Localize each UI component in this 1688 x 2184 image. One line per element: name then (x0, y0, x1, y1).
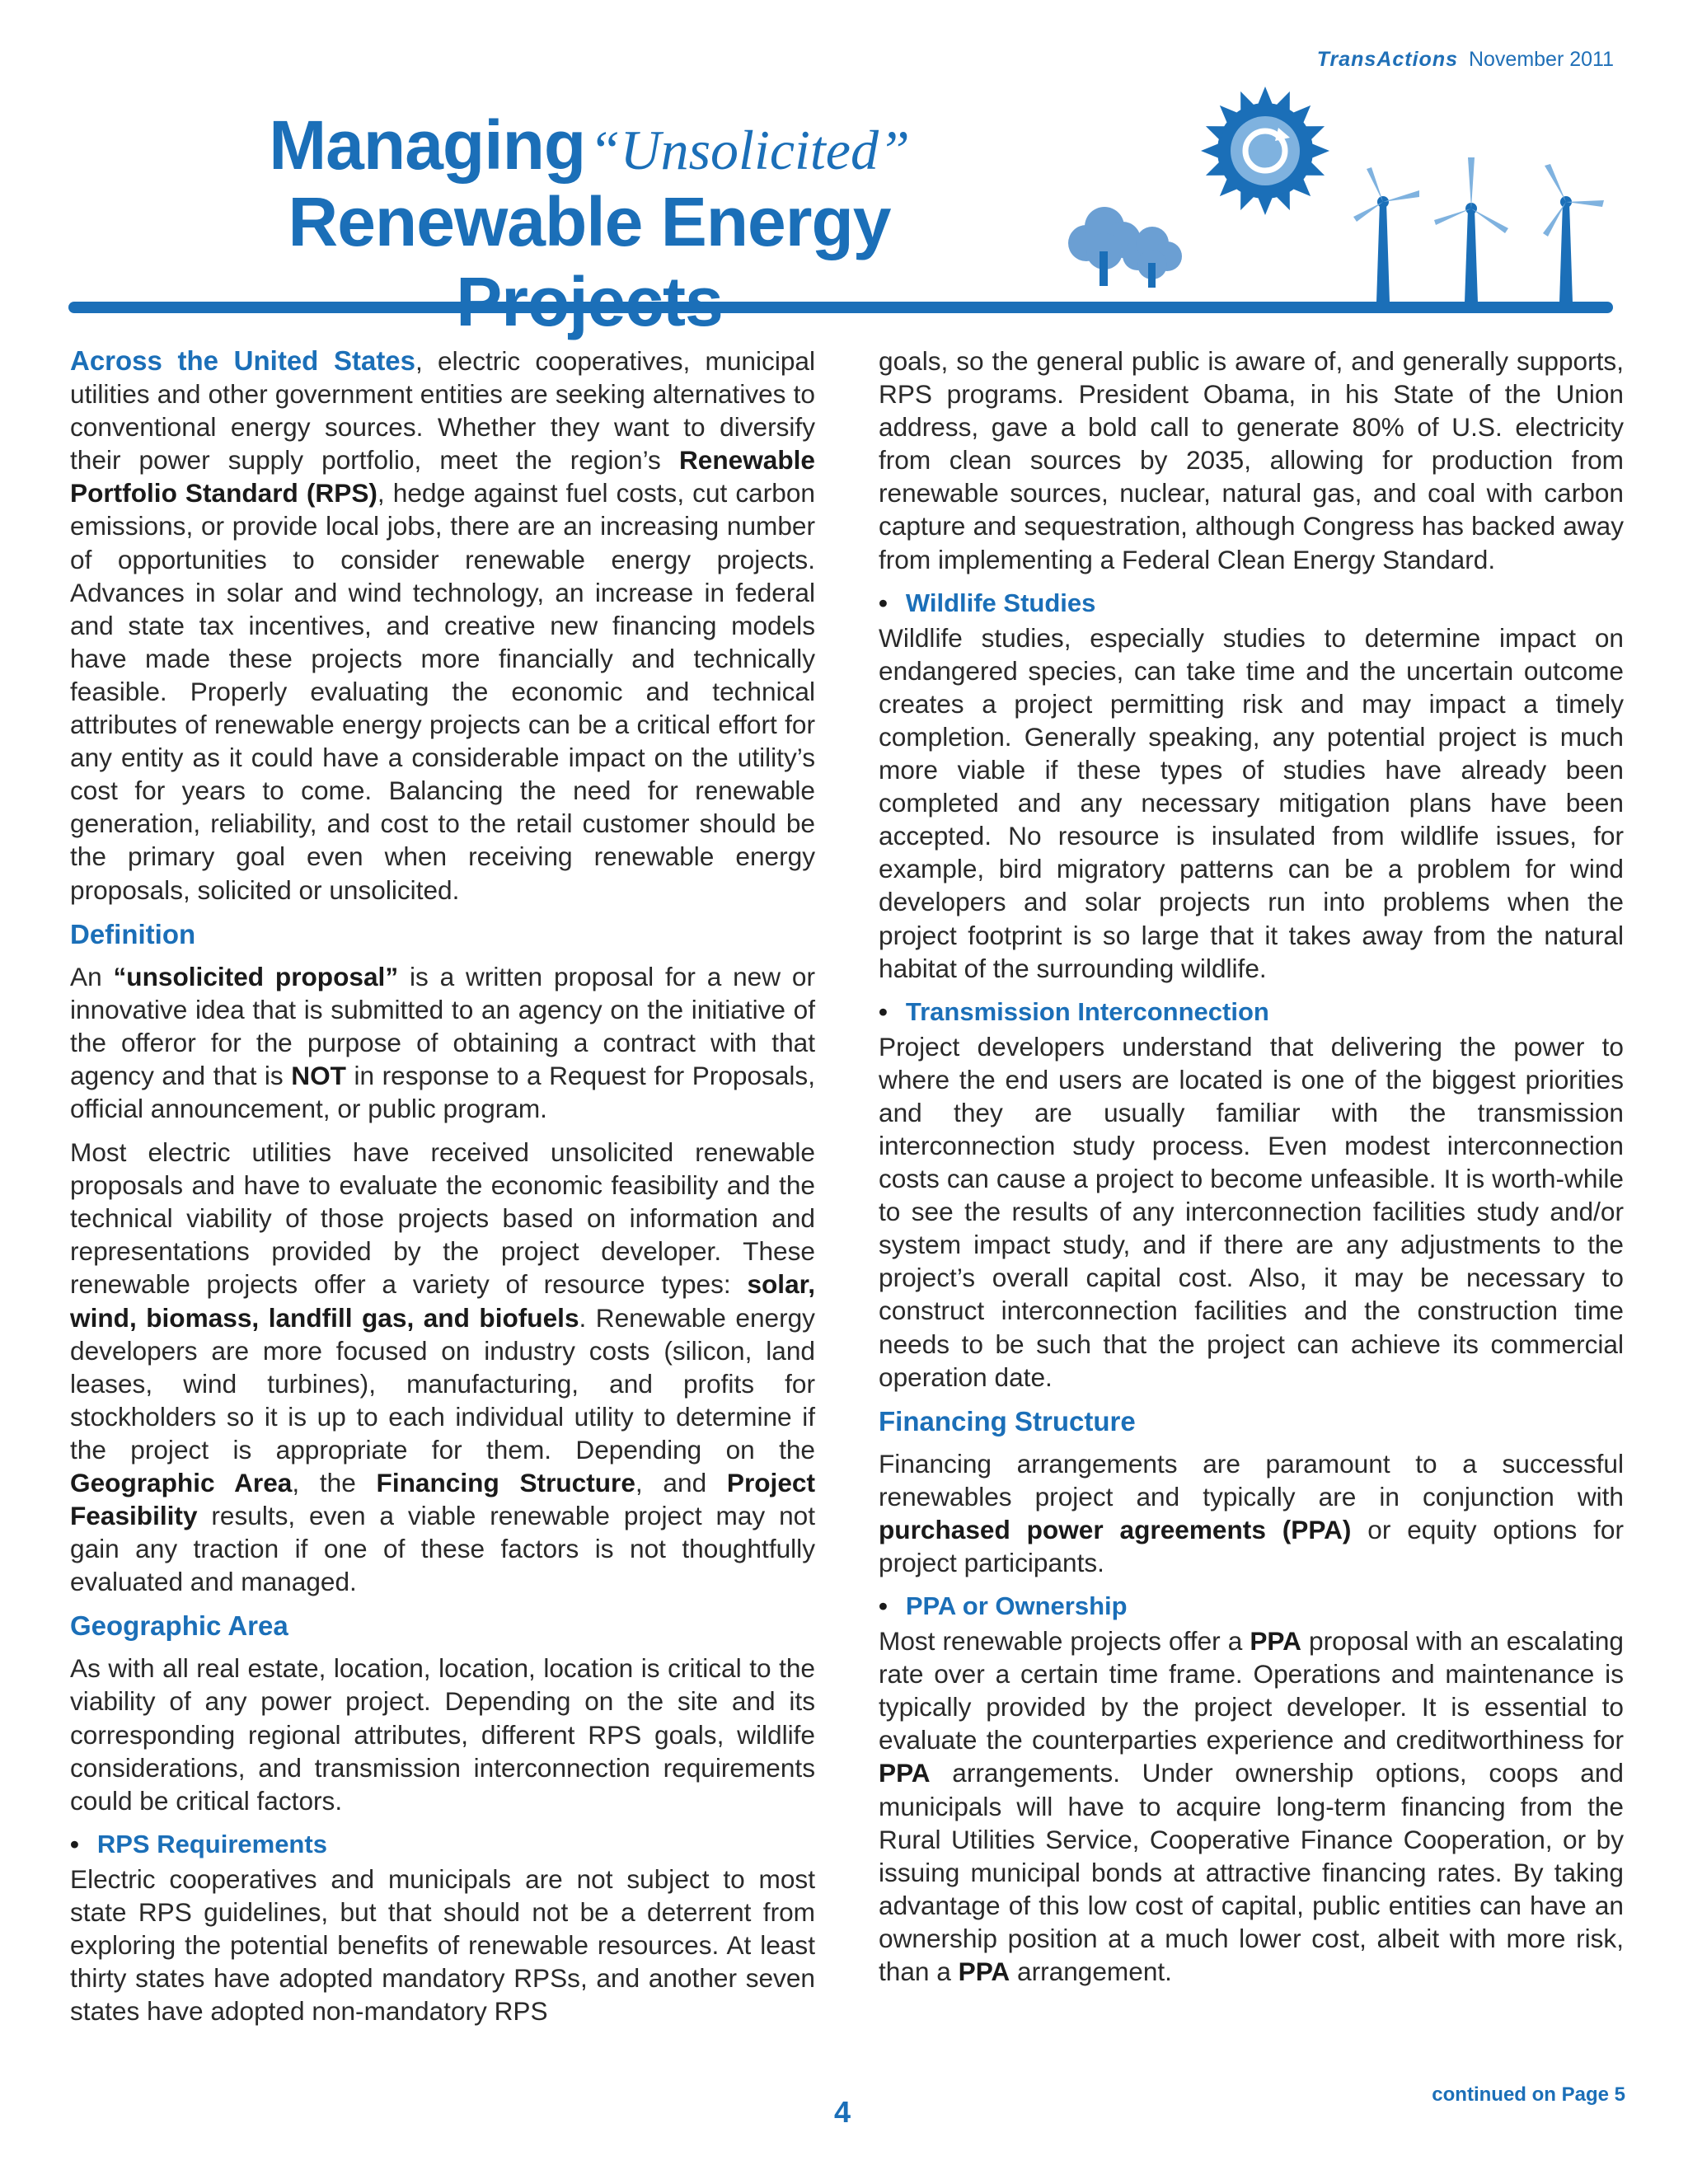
wind-turbine-icon (1543, 164, 1604, 302)
ppa-ownership-paragraph: Most renewable projects offer a PPA proposal with an escalating rate over a certain time frame. Operations and maintenance is typically provided by the project developer. It is essential to evaluate the counterparties experience and creditworthiness for PPA arrangements. Under ownership options, coops and municipals will have to acquire long-term financing from the Rural Utilities Service, Cooperative Finance Cooperation, or by issuing municipal bonds at attractive financing rates. By taking advantage of this low cost of capital, public entities can have an ownership position at a much lower cost, albeit with more risk, than a PPA arrangement. (879, 1626, 1624, 1987)
title-word-unsolicited: “Unsolicited” (588, 119, 910, 181)
trees-icon (1068, 207, 1182, 288)
intro-paragraph: Across the United States, electric cooperatives, municipal utilities and other government entities are seeking alternatives to conventional energy sources. Whether they want to diversify their power supply portfolio, meet the region’s Renewable Portfolio Standard (RPS), hedge against fuel costs, cut carbon emissions, or provide local jobs, there are an increasing number of opportunities to consider renewable energy projects. Advances in solar and wind technology, an increase in federal and state tax incentives, and creative new financing models have made these projects more financially and technically feasible. Properly evaluating the economic and technical attributes of renewable energy projects can be a critical effort for any entity as it could have a considerable impact on the utility’s cost for years to come. Balancing the need for renewable generation, reliability, and cost to the retail customer should be the primary goal even when receiving renewable energy proposals, solicited or unsolicited. (70, 345, 815, 905)
title-word-managing: Managing (269, 106, 586, 184)
issue-date: November 2011 (1468, 48, 1614, 71)
geographic-area-paragraph: As with all real estate, location, location, location is critical to the viability of any power project. Depending on the site and its corresponding regional attributes, different RPS goals, wildlife considerations, and transmission interconnection requirements could be critical factors. (70, 1653, 815, 1816)
definition-heading: Definition (70, 918, 196, 949)
renewable-energy-illustration (1047, 87, 1624, 317)
definition-paragraph: An “unsolicited proposal” is a written proposal for a new or innovative idea that is submitted to an agency on the initiative of the offeror for the purpose of obtaining a contract with that agency and that is NOT in response to a Request for Proposals, official announcement, or public program. (70, 961, 816, 1123)
sun-icon (1201, 87, 1329, 215)
page-number: 4 (834, 2095, 851, 2129)
financing-paragraph: Financing arrangements are paramount to a successful renewables project and typically are in conjunction with purchased power agreements (PPA) or equity options for project participants. (879, 1448, 1624, 1577)
title-divider (62, 298, 1620, 316)
title-line-2: Renewable Energy (288, 183, 891, 260)
transmission-paragraph: Project developers understand that delivering the power to where the end users are located is one of the biggest priorities and they are usually familiar with the transmission interconnection study process. Even modest interconnection costs can cause a project to become unfeasible. It is worth-while to see the results of any interconnection facilities study and/or system impact study, and if there are any adjustments to the project’s overall capital cost. Also, it may be necessary to construct interconnection facilities and the construction time needs to be such that the project can achieve its commercial operation date. (879, 1031, 1624, 1392)
financing-structure-heading: Financing Structure (879, 1405, 1136, 1436)
publication-header (1317, 48, 1614, 72)
rps-requirements-paragraph: Electric cooperatives and municipals are not subject to most state RPS guidelines, but that should not be a deterrent from exploring the potential benefits of renewable resources. At least thirty states have adopted mandatory RPSs, and another seven states have adopted non-mandatory RPS (70, 1863, 815, 2027)
rps-term: Renewable Portfolio Standard (RPS) (70, 445, 815, 509)
transmission-bullet: • Transmission Interconnection (879, 996, 1269, 1026)
rps-requirements-bullet: • RPS Requirements (70, 1829, 327, 1858)
wildlife-studies-paragraph: Wildlife studies, especially studies to determine impact on endangered species, can take time and the uncertain outcome creates a project permitting risk and may impact a timely completion. Generally speaking, any potential project is much more viable if these types of studies have already been completed and any necessary mitigation plans have been accepted. No resource is insulated from wildlife issues, for example, bird migratory patterns can be a problem for wind developers and solar projects run into problems when the project footprint is so large that it takes away from the natural habitat of the surrounding wildlife. (879, 622, 1624, 983)
wildlife-studies-bullet: • Wildlife Studies (879, 588, 1096, 617)
intro-lead: Across the United States (70, 345, 416, 376)
left-column (70, 344, 815, 2038)
continued-link[interactable]: continued on Page 5 (1432, 2083, 1625, 2106)
wind-turbine-icon (1353, 167, 1419, 302)
publication-name: TransActions (1316, 48, 1459, 71)
resource-types-paragraph: Most electric utilities have received unsolicited renewable proposals and have to evaluate the economic feasibility and the technical viability of those projects based on information and representations provided by the project developer. These renewable projects offer a variety of resource types: solar, wind, biomass, landfill gas, and biofuels. Renewable energy developers are more focused on industry costs (silicon, land leases, wind turbines), manufacturing, and profits for stockholders so it is up to each individual utility to determine if the project is appropriate for them. Depending on the Geographic Area, the Financing Structure, and Project Feasibility results, even a viable renewable project may not gain any traction if one of these factors is not thoughtfully evaluated and managed. (70, 1137, 815, 1597)
right-column (879, 344, 1624, 1999)
ppa-ownership-bullet: • PPA or Ownership (879, 1591, 1128, 1621)
geographic-area-heading: Geographic Area (70, 1610, 288, 1642)
rps-goals-paragraph: goals, so the general public is aware of, and generally supports, RPS programs. President Obama, in his State of the Union address, gave a bold call to generate 80% of U.S. electricity from clean sources by 2035, allowing for production from renewable sources, nuclear, natural gas, and coal with carbon capture and sequestration, although Congress has backed away from implementing a Federal Clean Energy Standard. (879, 346, 1624, 574)
wind-turbine-icon (1434, 157, 1508, 302)
